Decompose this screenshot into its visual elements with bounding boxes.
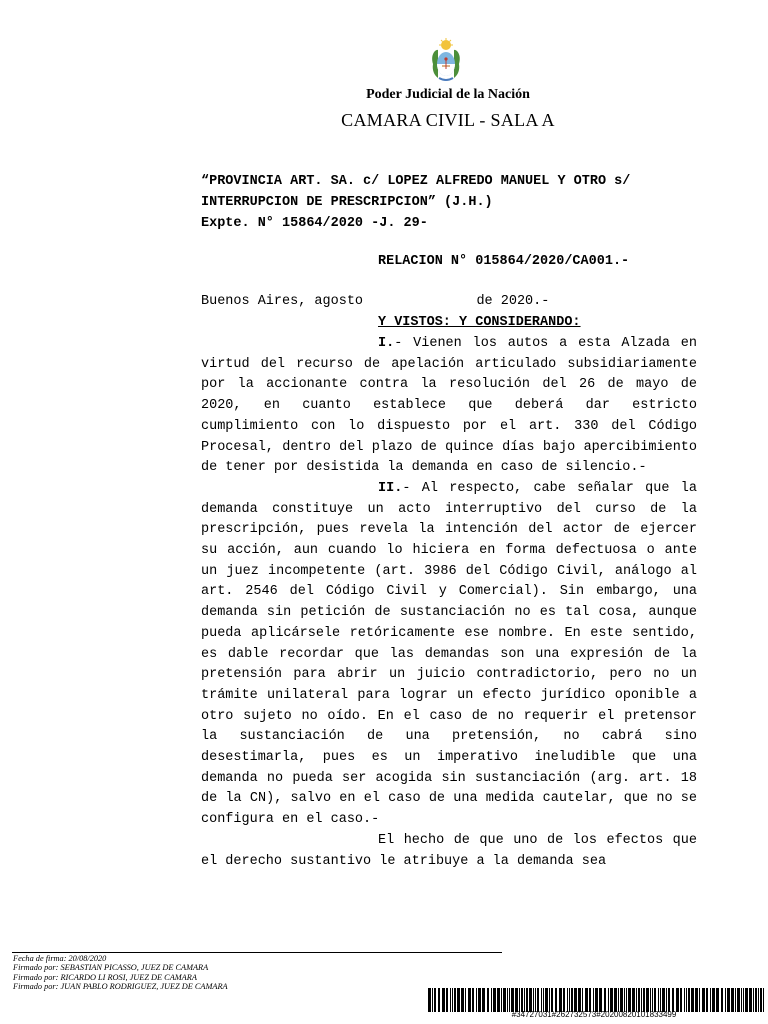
court-name: Poder Judicial de la Nación [366,87,530,102]
argentina-coat-of-arms-icon [428,38,464,86]
caption-line: “PROVINCIA ART. SA. c/ LOPEZ ALFREDO MANUEL Y OTRO s/ [201,174,631,189]
paragraph-marker: II. [378,480,403,496]
paragraph [201,479,697,831]
paragraph [201,334,697,479]
signature-line: Firmado por: SEBASTIAN PICASSO, JUEZ DE CAMARA [13,963,209,973]
relacion-number: RELACION N° 015864/2020/CA001.- [378,254,630,269]
case-caption [201,171,701,234]
paragraph-text: - Al respecto, cabe señalar que la demanda constituye un acto interruptivo del curso de la prescripción, pues revela la intención del actor de ejercer su acción, aun cuando lo hiciera en forma defectuosa o ante un juez incompetente (art. 3986 del Código Civil, análogo al art. 2546 del Código Civil y Comercial). Sin embargo, una demanda sin petición de sustanciación no es tal cosa, aunque pueda aplicársele retóricamente ese nombre. En este sentido, es dable recordar que las demandas son una expresión de la pretensión para abrir un juicio contradictorio, pero no un trámite unilateral para lograr un efecto jurídico oponible a otro sujeto no oído. En el caso de no requerir el pretensor la sustanciación de una pretensión, no cabrá sino desestimarla, pues es un imperativo ineludible que una demanda no pueda ser acogida sin sustanciación (arg. art. 18 de la CN), salvo en el caso de una medida cautelar, que no se configura en el caso.- [201,480,697,828]
barcode-icon [428,988,764,1012]
paragraph-text: El hecho de que uno de los efectos que el derecho sustantivo le atribuye a la demanda sea [201,832,697,869]
caption-line: INTERRUPCION DE PRESCRIPCION” (J.H.) [201,195,493,210]
chamber-title: CAMARA CIVIL - SALA A [341,110,555,130]
paragraph-text: - Vienen los autos a esta Alzada en virtud del recurso de apelación articulado subsidiariamente por la accionante contra la resolución del 26 de mayo de 2020, en cuanto establece que deberá dar estricto cumplimiento con lo dispuesto por el art. 330 del Código Procesal, dentro del plazo de quince días bajo apercibimiento de tener por desistida la demanda en caso de silencio.- [201,336,697,476]
paragraph [201,831,697,872]
signature-date: Fecha de firma: 20/08/2020 [13,954,107,963]
case-number: Expte. N° 15864/2020 -J. 29- [201,216,428,231]
vistos-heading: Y VISTOS: Y CONSIDERANDO: [378,315,581,330]
date-line: Buenos Aires, agosto de 2020.- [201,294,550,309]
resolution-body [201,334,697,872]
signature-divider [12,952,502,953]
barcode-number: #34727031#262732573#20200820101833499 [511,1010,677,1019]
signature-line: Firmado por: JUAN PABLO RODRIGUEZ, JUEZ DE CAMARA [13,981,228,991]
signature-block [13,954,228,991]
paragraph-marker: I. [378,336,395,351]
signature-line: Firmado por: RICARDO LI ROSI, JUEZ DE CAMARA [13,972,197,982]
